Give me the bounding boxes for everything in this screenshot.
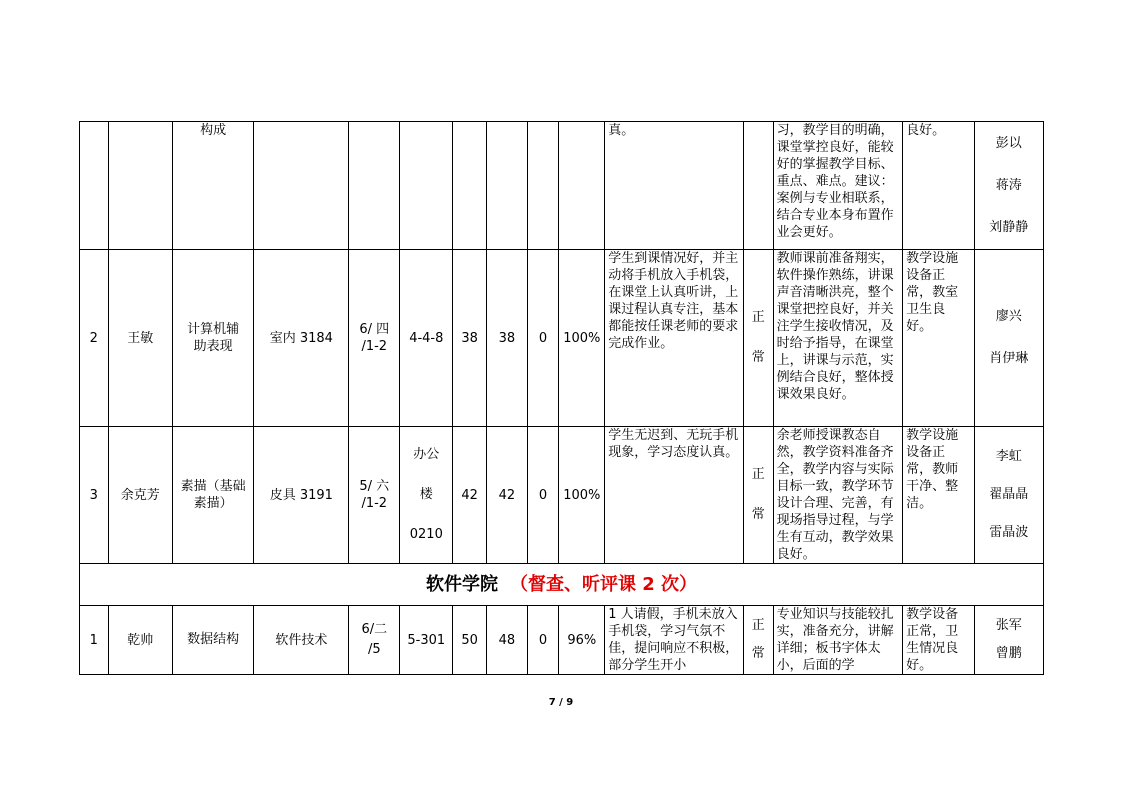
time-cell: [349, 250, 400, 427]
room-cell: [400, 250, 453, 427]
supervisors-cell: [974, 606, 1043, 675]
major-cell: 皮具 3191: [254, 427, 349, 564]
actual-count-cell: [486, 122, 527, 250]
absent-count-cell: 0: [527, 250, 559, 427]
equipment-cell: 教学设备正常，卫生情况良好。: [903, 606, 974, 675]
expected-count-cell: 42: [453, 427, 487, 564]
equipment-cell: 教学设施设备正常，教室卫生良好。: [903, 250, 974, 427]
room-cell-line: 办公: [413, 447, 440, 462]
supervisors-cell-line: 蒋涛: [995, 177, 1022, 193]
major-cell: 室内 3184: [254, 250, 349, 427]
course-cell-line: 素描）: [193, 496, 233, 511]
supervisors-cell-line: 肖伊琳: [989, 351, 1029, 366]
section-note: （督查、听评课 2 次）: [509, 574, 698, 595]
teaching-comment-cell: 教师课前准备翔实，软件操作熟练，讲课声音清晰洪亮，整个课堂把控良好，并关注学生接收情况，及时给予指导，在课堂上，讲课与示范，实例结合良好，整体授课效果良好。: [773, 250, 903, 427]
inspection-table: [79, 121, 1044, 675]
section-header: [80, 564, 1044, 606]
supervisors-cell-line: 彭以: [995, 135, 1022, 151]
major-cell: 软件技术: [254, 606, 349, 675]
supervisors-cell-line: 曾鹏: [995, 646, 1022, 661]
room-cell: [400, 427, 453, 564]
course-cell: [172, 427, 254, 564]
student-status-cell: 学生到课情况好，并主动将手机放入手机袋，在课堂上认真听讲，上课过程认真专注，基本都能按任课老师的要求完成作业。: [605, 250, 744, 427]
teacher-cell: [108, 122, 172, 250]
supervisors-cell-line: 翟晶晶: [989, 487, 1029, 502]
equipment-cell: 教学设施设备正常，教师干净、整洁。: [903, 427, 974, 564]
equipment-cell: 良好。: [903, 122, 974, 250]
student-status-cell: 1 人请假，手机未放入手机袋，学习气氛不佳，提问响应不积极，部分学生开小: [605, 606, 744, 675]
teaching-comment-cell: 余老师授课教态自然，教学资料准备齐全，教学内容与实际目标一致，教学环节设计合理、完善，有现场指导过程，与学生有互动，教学效果良好。: [773, 427, 903, 564]
student-status-cell: 学生无迟到、无玩手机现象，学习态度认真。: [605, 427, 744, 564]
section-header-row: [80, 564, 1044, 606]
order-cell: [744, 606, 774, 675]
section-title: 软件学院: [425, 574, 498, 595]
supervisors-cell: [974, 122, 1043, 250]
supervisors-cell-line: 张军: [995, 618, 1022, 633]
major-cell: [254, 122, 349, 250]
time-cell-line: /1-2: [361, 339, 388, 354]
teacher-cell: 王敏: [108, 250, 172, 427]
supervisors-cell-line: 刘静静: [989, 219, 1029, 235]
student-status-cell: 真。: [605, 122, 744, 250]
expected-count-cell: 38: [453, 250, 487, 427]
supervisors-cell-line: 廖兴: [995, 309, 1022, 324]
absent-count-cell: 0: [527, 606, 559, 675]
table-row: [80, 250, 1044, 427]
course-cell-line: 数据结构: [187, 632, 240, 647]
row-number-cell: 1: [80, 606, 109, 675]
table-row: [80, 427, 1044, 564]
course-cell: [172, 250, 254, 427]
order-cell-line: 正: [751, 310, 765, 325]
room-cell-line: 5-301: [407, 632, 446, 648]
room-cell-line: 楼: [419, 487, 433, 502]
teaching-comment-cell: 专业知识与技能较扎实，准备充分，讲解详细；板书字体太小，后面的学: [773, 606, 903, 675]
room-cell-line: 4-4-8: [409, 330, 444, 346]
course-cell-line: 素描（基础: [180, 479, 246, 494]
attendance-rate-cell: [559, 122, 605, 250]
room-cell-line: 0210: [409, 527, 443, 542]
room-cell: [400, 606, 453, 675]
actual-count-cell: 48: [486, 606, 527, 675]
table-row: [80, 122, 1044, 250]
attendance-rate-cell: 96%: [559, 606, 605, 675]
page-number: 7 / 9: [548, 697, 574, 708]
supervisors-cell-line: 李虹: [995, 449, 1022, 464]
teacher-cell: 余克芳: [108, 427, 172, 564]
time-cell-line: 5/ 六: [359, 479, 390, 494]
order-cell: [744, 427, 774, 564]
order-cell: [744, 250, 774, 427]
course-cell: [172, 122, 254, 250]
supervisors-cell: [974, 427, 1043, 564]
order-cell: [744, 122, 774, 250]
absent-count-cell: 0: [527, 427, 559, 564]
course-cell-line: 助表现: [193, 339, 233, 354]
time-cell-line: 6/二: [361, 622, 388, 637]
order-cell-line: 常: [751, 646, 765, 661]
order-cell-line: 常: [751, 507, 765, 522]
row-number-cell: [80, 122, 109, 250]
supervisors-cell-line: 雷晶波: [989, 525, 1029, 540]
expected-count-cell: [453, 122, 487, 250]
order-cell-line: 正: [751, 467, 765, 482]
actual-count-cell: 42: [486, 427, 527, 564]
time-cell-line: 6/ 四: [359, 322, 390, 337]
teacher-cell: 乾帅: [108, 606, 172, 675]
time-cell-line: /1-2: [361, 496, 388, 511]
course-cell-line: 构成: [200, 123, 227, 138]
order-cell-line: 正: [751, 618, 765, 633]
teaching-comment-cell: 习，教学目的明确，课堂掌控良好，能较好的掌握教学目标、重点、难点。建议：案例与专业相联系，结合专业本身布置作业会更好。: [773, 122, 903, 250]
time-cell: [349, 122, 400, 250]
table-row: [80, 606, 1044, 675]
attendance-rate-cell: 100%: [559, 427, 605, 564]
room-cell: [400, 122, 453, 250]
supervisors-cell: [974, 250, 1043, 427]
row-number-cell: 2: [80, 250, 109, 427]
course-cell: [172, 606, 254, 675]
attendance-rate-cell: 100%: [559, 250, 605, 427]
course-cell-line: 计算机辅: [187, 322, 240, 337]
time-cell: [349, 427, 400, 564]
actual-count-cell: 38: [486, 250, 527, 427]
row-number-cell: 3: [80, 427, 109, 564]
time-cell-line: /5: [367, 642, 381, 657]
order-cell-line: 常: [751, 350, 765, 365]
time-cell: [349, 606, 400, 675]
expected-count-cell: 50: [453, 606, 487, 675]
absent-count-cell: [527, 122, 559, 250]
